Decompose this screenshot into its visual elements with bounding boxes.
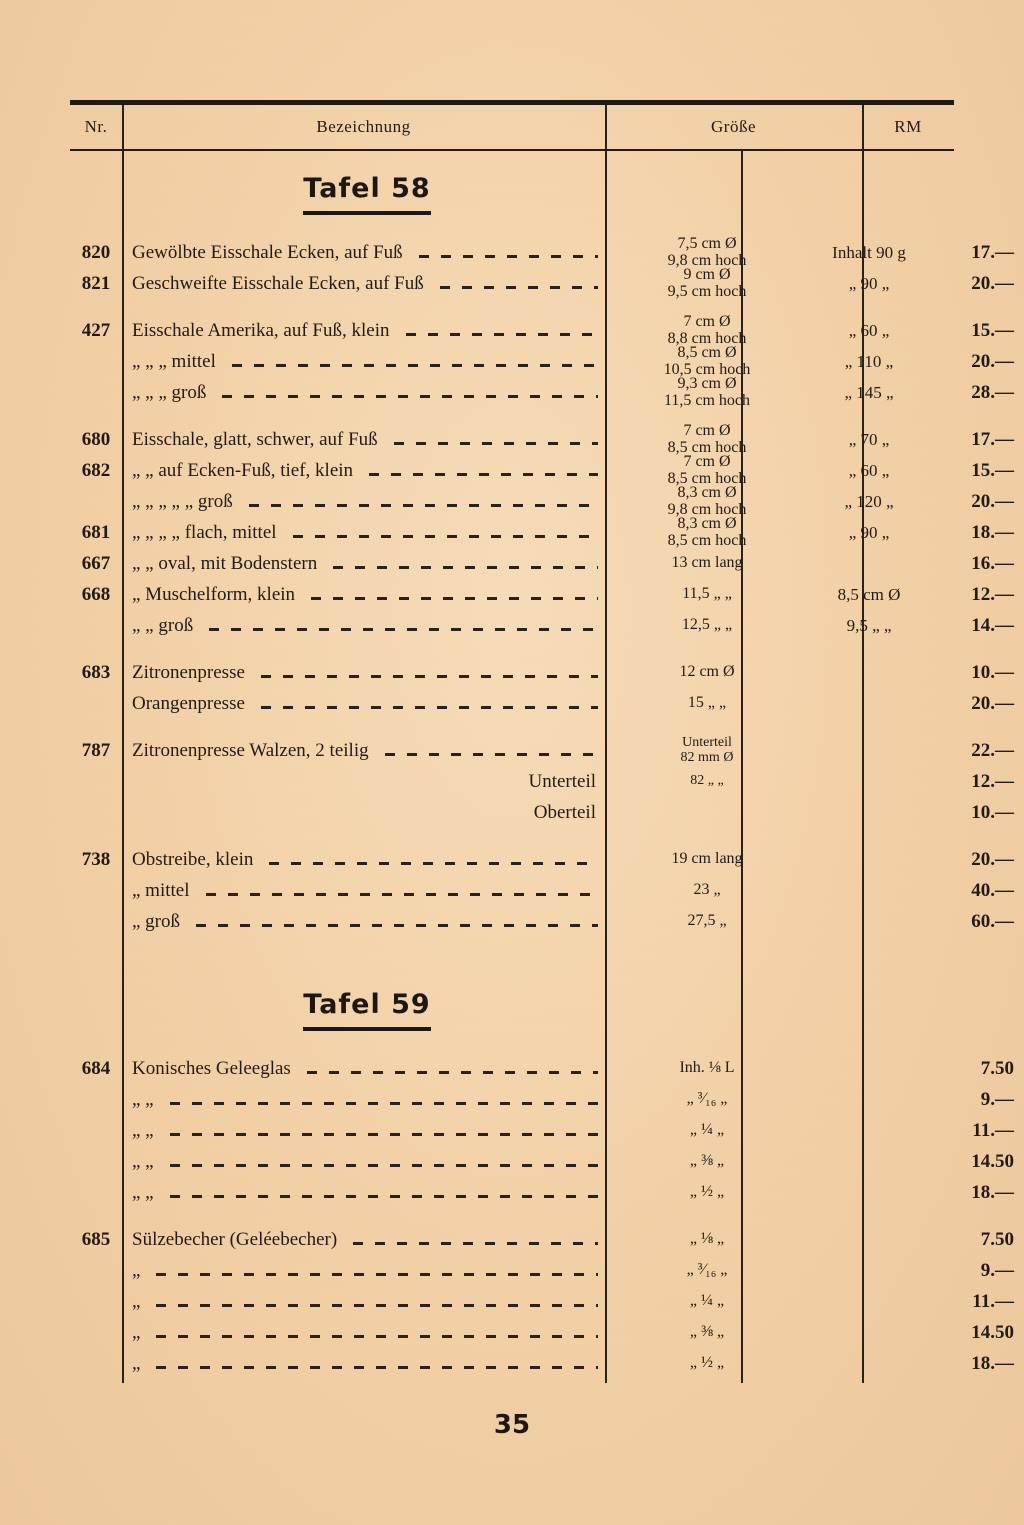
cell-bezeichnung — [132, 1317, 602, 1348]
cell-groesse-inhalt: „ 90 „ — [848, 273, 890, 293]
cell-rm-price: 16.— — [971, 552, 1014, 574]
cell-rm-price: 40.— — [971, 879, 1014, 901]
section-gap — [70, 937, 954, 967]
cell-bezeichnung — [132, 377, 602, 408]
cell-groesse — [611, 1177, 803, 1208]
bezeichnung-text: Eisschale, glatt, schwer, auf Fuß — [132, 428, 378, 450]
cell-rm-price: 14.— — [971, 614, 1014, 636]
groesse-line-1: „ ⅜ „ — [689, 1323, 725, 1341]
cell-groesse-inhalt: „ 90 „ — [848, 522, 890, 542]
cell-groesse — [611, 343, 803, 378]
cell-nr — [70, 1115, 122, 1146]
cell-rm-price: 28.— — [971, 381, 1014, 403]
cell-nr — [70, 688, 122, 719]
dot-leader — [263, 850, 598, 869]
cell-bezeichnung — [132, 517, 602, 548]
groesse-line-2: 9,8 cm hoch — [667, 500, 747, 518]
dot-leader — [255, 694, 598, 713]
cell-bezeichnung — [132, 1084, 602, 1115]
bezeichnung-text: „ „ „ mittel — [132, 350, 216, 372]
dot-leader — [150, 1354, 598, 1373]
cell-rm-price: 17.— — [971, 241, 1014, 263]
cell-bezeichnung — [132, 1224, 602, 1255]
groesse-line-1: 15 „ „ — [687, 694, 727, 712]
dot-leader — [301, 1059, 598, 1078]
table-row — [70, 1084, 1014, 1115]
cell-groesse — [611, 579, 803, 610]
cell-groesse — [611, 657, 803, 688]
cell-groesse-inhalt: 9,5 „ „ — [846, 615, 892, 635]
cell-groesse-inhalt: „ 60 „ — [848, 320, 890, 340]
table-row — [70, 688, 1014, 719]
table-row — [70, 483, 1014, 518]
cell-bezeichnung — [132, 315, 602, 346]
dot-leader — [200, 881, 598, 900]
cell-groesse-inhalt — [811, 906, 927, 937]
cell-groesse — [611, 483, 803, 518]
dot-leader — [255, 663, 598, 682]
cell-rm-price: 60.— — [971, 910, 1014, 932]
cell-groesse — [611, 234, 803, 269]
cell-groesse — [611, 1146, 803, 1177]
bezeichnung-text: Zitronenpresse Walzen, 2 teilig — [132, 739, 369, 761]
cell-groesse — [611, 1317, 803, 1348]
cell-groesse-inhalt — [811, 1255, 927, 1286]
table-row — [70, 1177, 1014, 1208]
bezeichnung-text: „ Muschelform, klein — [132, 583, 296, 605]
cell-bezeichnung — [132, 875, 602, 906]
cell-rm-price: 9.— — [980, 1088, 1014, 1110]
cell-groesse — [611, 844, 803, 875]
cell-groesse-inhalt — [811, 688, 927, 719]
table-row — [70, 1115, 1014, 1146]
cell-groesse-inhalt — [811, 1286, 927, 1317]
cell-groesse — [611, 906, 803, 937]
groesse-line-1: 8,5 cm Ø — [677, 343, 737, 361]
dot-leader — [150, 1261, 598, 1280]
cell-groesse-inhalt — [811, 1115, 927, 1146]
dot-leader — [226, 352, 598, 371]
dot-leader — [434, 274, 598, 293]
groesse-line-1: „ ¼ „ — [689, 1121, 725, 1139]
section-title: Tafel 58 — [303, 173, 430, 215]
cell-rm-price: 9.— — [980, 1259, 1014, 1281]
bezeichnung-text: „ „ — [132, 1119, 154, 1141]
page-number: 35 — [493, 1410, 531, 1440]
groesse-line-1: Inh. ⅛ L — [679, 1059, 735, 1077]
bezeichnung-text: Obstreibe, klein — [132, 848, 254, 870]
row-group-gap — [70, 719, 954, 735]
cell-nr — [70, 1177, 122, 1208]
table-row — [70, 875, 1014, 906]
groesse-line-1: „ ½ „ — [689, 1183, 725, 1201]
cell-groesse — [611, 1348, 803, 1379]
cell-rm-price: 18.— — [971, 521, 1014, 543]
groesse-line-2: 9,5 cm hoch — [667, 282, 747, 300]
cell-nr — [70, 346, 122, 377]
cell-nr — [70, 906, 122, 937]
table-row — [70, 374, 1014, 409]
dot-leader — [287, 523, 598, 542]
cell-groesse — [611, 875, 803, 906]
groesse-line-1: „ ¼ „ — [689, 1292, 725, 1310]
cell-groesse — [611, 421, 803, 456]
groesse-line-2: 82 mm Ø — [680, 749, 734, 765]
cell-bezeichnung — [132, 610, 602, 641]
column-header-nr: Nr. — [84, 117, 108, 136]
cell-nr: 668 — [81, 583, 111, 605]
groesse-line-2: 8,5 cm hoch — [667, 531, 747, 549]
table-row — [70, 797, 1014, 828]
column-header-bezeichnung: Bezeichnung — [316, 117, 411, 136]
cell-bezeichnung — [132, 579, 602, 610]
price-table — [70, 100, 1014, 1383]
dot-leader — [388, 430, 598, 449]
cell-rm-price: 20.— — [971, 272, 1014, 294]
cell-groesse — [611, 1286, 803, 1317]
cell-bezeichnung — [132, 735, 602, 766]
column-header-rm: RM — [894, 117, 922, 136]
cell-groesse-inhalt — [811, 1177, 927, 1208]
cell-rm-price: 11.— — [972, 1290, 1014, 1312]
cell-groesse-inhalt — [811, 1053, 927, 1084]
cell-bezeichnung — [132, 1115, 602, 1146]
bezeichnung-text: Orangenpresse — [132, 692, 245, 714]
cell-rm-price: 20.— — [971, 848, 1014, 870]
groesse-line-2: 11,5 cm hoch — [663, 391, 751, 409]
groesse-line-1: „ ⅛ „ — [689, 1230, 725, 1248]
cell-groesse — [611, 766, 803, 797]
cell-groesse-inhalt — [811, 1084, 927, 1115]
cell-groesse — [611, 374, 803, 409]
dot-leader — [400, 321, 599, 340]
cell-nr: 738 — [81, 848, 111, 870]
dot-leader — [363, 461, 598, 480]
bezeichnung-text: Konisches Geleeglas — [132, 1057, 291, 1079]
cell-bezeichnung — [132, 844, 602, 875]
groesse-line-1: 11,5 „ „ — [682, 585, 732, 603]
table-row — [70, 1224, 1014, 1255]
dot-leader — [150, 1323, 598, 1342]
cell-groesse — [611, 1084, 803, 1115]
cell-nr: 684 — [81, 1057, 111, 1079]
cell-groesse — [611, 1255, 803, 1286]
table-row — [70, 1255, 1014, 1286]
cell-groesse-inhalt — [811, 1224, 927, 1255]
table-row — [70, 1317, 1014, 1348]
table-row — [70, 579, 1014, 610]
bezeichnung-text: „ „ groß — [132, 614, 194, 636]
groesse-line-1: 8,3 cm Ø — [677, 514, 737, 532]
cell-nr — [70, 1084, 122, 1115]
groesse-line-1: 7 cm Ø — [683, 421, 731, 439]
cell-groesse — [611, 548, 803, 579]
cell-nr: 680 — [81, 428, 111, 450]
table-row — [70, 312, 1014, 347]
cell-groesse-inhalt — [811, 735, 927, 766]
cell-rm-price: 12.— — [971, 770, 1014, 792]
cell-nr — [70, 1286, 122, 1317]
cell-groesse — [611, 1115, 803, 1146]
dot-leader — [327, 554, 598, 573]
cell-rm-price: 17.— — [971, 428, 1014, 450]
cell-rm-price: 20.— — [971, 692, 1014, 714]
cell-rm-price: 10.— — [971, 661, 1014, 683]
bezeichnung-text: „ groß — [132, 910, 181, 932]
table-row — [70, 343, 1014, 378]
table-row — [70, 1286, 1014, 1317]
groesse-line-1: 23 „ — [693, 881, 721, 899]
dot-leader — [347, 1230, 598, 1249]
dot-leader — [190, 912, 598, 931]
bezeichnung-text: „ „ — [132, 1150, 154, 1172]
cell-groesse — [611, 1053, 803, 1084]
cell-groesse — [611, 312, 803, 347]
bezeichnung-text: Oberteil — [533, 801, 596, 823]
cell-bezeichnung — [132, 906, 602, 937]
row-group-gap — [70, 828, 954, 844]
bezeichnung-text: Eisschale Amerika, auf Fuß, klein — [132, 319, 390, 341]
cell-groesse-inhalt — [811, 1317, 927, 1348]
cell-groesse-inhalt: „ 110 „ — [844, 351, 894, 371]
cell-groesse — [611, 688, 803, 719]
cell-bezeichnung — [132, 548, 602, 579]
cell-groesse — [611, 265, 803, 300]
cell-bezeichnung — [132, 1286, 602, 1317]
cell-bezeichnung — [132, 688, 602, 719]
cell-nr: 667 — [81, 552, 111, 574]
dot-leader — [164, 1090, 598, 1109]
column-header-groesse: Größe — [711, 117, 756, 136]
bezeichnung-text: „ — [132, 1259, 141, 1281]
cell-nr — [70, 1146, 122, 1177]
cell-rm-price: 15.— — [971, 319, 1014, 341]
cell-nr — [70, 1348, 122, 1379]
dot-leader — [164, 1152, 598, 1171]
groesse-line-2: 8,5 cm hoch — [667, 438, 747, 456]
cell-nr: 787 — [81, 739, 111, 761]
table-header-row — [70, 105, 954, 149]
groesse-line-1: 7 cm Ø — [683, 312, 731, 330]
cell-groesse — [611, 514, 803, 549]
cell-rm-price: 15.— — [971, 459, 1014, 481]
cell-groesse-inhalt — [811, 766, 927, 797]
groesse-line-1: 7,5 cm Ø — [677, 234, 737, 252]
cell-nr — [70, 610, 122, 641]
section-heading — [70, 967, 954, 1053]
bezeichnung-text: „ „ auf Ecken-Fuß, tief, klein — [132, 459, 354, 481]
bezeichnung-text: „ „ „ groß — [132, 381, 207, 403]
groesse-line-2: 10,5 cm hoch — [663, 360, 751, 378]
table-row — [70, 906, 1014, 937]
section-title: Tafel 59 — [303, 989, 430, 1031]
dot-leader — [379, 741, 598, 760]
bezeichnung-text: „ — [132, 1352, 141, 1374]
cell-nr — [70, 1317, 122, 1348]
dot-leader — [216, 383, 598, 402]
table-row — [70, 766, 1014, 797]
bezeichnung-text: „ — [132, 1290, 141, 1312]
cell-rm-price: 14.50 — [971, 1150, 1014, 1172]
cell-bezeichnung — [132, 1177, 602, 1208]
dot-leader — [413, 243, 598, 262]
bezeichnung-text: „ „ „ „ „ groß — [132, 490, 233, 512]
row-group-gap — [70, 641, 954, 657]
groesse-line-1: 82 „ „ — [690, 773, 724, 789]
cell-groesse-inhalt: „ 145 „ — [844, 382, 894, 402]
groesse-line-1: „ ³⁄₁₆ „ — [686, 1090, 728, 1108]
cell-nr: 685 — [81, 1228, 111, 1250]
dot-leader — [243, 492, 598, 511]
groesse-line-1: 9 cm Ø — [683, 265, 731, 283]
table-row — [70, 1146, 1014, 1177]
cell-bezeichnung — [132, 1053, 602, 1084]
row-group-gap — [70, 1208, 954, 1224]
cell-rm-price: 12.— — [971, 583, 1014, 605]
table-row — [70, 610, 1014, 641]
dot-leader — [305, 585, 598, 604]
cell-nr — [70, 377, 122, 408]
cell-bezeichnung — [132, 797, 602, 828]
table-rows — [70, 151, 1014, 1379]
section-heading — [70, 151, 954, 237]
bezeichnung-text: „ „ oval, mit Bodenstern — [132, 552, 318, 574]
cell-nr: 683 — [81, 661, 111, 683]
cell-rm-price: 10.— — [971, 801, 1014, 823]
cell-rm-price: 20.— — [971, 490, 1014, 512]
cell-groesse-inhalt — [811, 797, 927, 828]
cell-groesse-inhalt — [811, 844, 927, 875]
cell-groesse-inhalt: „ 70 „ — [848, 429, 890, 449]
cell-nr — [70, 766, 122, 797]
cell-rm-price: 11.— — [972, 1119, 1014, 1141]
cell-groesse-inhalt: 8,5 cm Ø — [837, 584, 901, 604]
cell-groesse — [611, 1224, 803, 1255]
table-row — [70, 657, 1014, 688]
dot-leader — [164, 1183, 598, 1202]
table-row — [70, 1053, 1014, 1084]
cell-nr: 820 — [81, 241, 111, 263]
bezeichnung-text: Gewölbte Eisschale Ecken, auf Fuß — [132, 241, 403, 263]
table-row — [70, 734, 1014, 766]
cell-groesse-inhalt — [811, 548, 927, 579]
cell-groesse-inhalt — [811, 1348, 927, 1379]
cell-groesse-inhalt: „ 60 „ — [848, 460, 890, 480]
groesse-line-1: Unterteil — [682, 734, 732, 750]
groesse-line-1: „ ³⁄₁₆ „ — [686, 1261, 728, 1279]
dot-leader — [203, 616, 598, 635]
bezeichnung-text: Unterteil — [528, 770, 596, 792]
cell-nr — [70, 486, 122, 517]
groesse-line-1: 13 cm lang — [671, 554, 743, 572]
groesse-line-1: 8,3 cm Ø — [677, 483, 737, 501]
groesse-line-2: 8,5 cm hoch — [667, 469, 747, 487]
cell-groesse — [611, 610, 803, 641]
cell-groesse-inhalt: Inhalt 90 g — [832, 242, 906, 262]
bezeichnung-text: Geschweifte Eisschale Ecken, auf Fuß — [132, 272, 424, 294]
groesse-line-1: 19 cm lang — [671, 850, 743, 868]
cell-groesse — [611, 735, 803, 766]
bezeichnung-text: Sülzebecher (Geléebecher) — [132, 1228, 338, 1250]
table-row — [70, 234, 1014, 269]
cell-groesse — [611, 452, 803, 487]
cell-bezeichnung — [132, 486, 602, 517]
cell-bezeichnung — [132, 766, 602, 797]
groesse-line-1: „ ⅜ „ — [689, 1152, 725, 1170]
table-row — [70, 1348, 1014, 1379]
cell-nr — [70, 797, 122, 828]
cell-bezeichnung — [132, 657, 602, 688]
table-row — [70, 514, 1014, 549]
groesse-line-1: 7 cm Ø — [683, 452, 731, 470]
table-body — [70, 151, 1014, 1383]
cell-rm-price: 7.50 — [980, 1228, 1014, 1250]
cell-nr: 682 — [81, 459, 111, 481]
cell-rm-price: 18.— — [971, 1352, 1014, 1374]
cell-nr — [70, 1255, 122, 1286]
cell-rm-price: 7.50 — [980, 1057, 1014, 1079]
bezeichnung-text: Zitronenpresse — [132, 661, 245, 683]
bezeichnung-text: „ mittel — [132, 879, 190, 901]
cell-nr: 681 — [81, 521, 111, 543]
cell-rm-price: 18.— — [971, 1181, 1014, 1203]
cell-nr: 427 — [81, 319, 111, 341]
cell-bezeichnung — [132, 1255, 602, 1286]
bezeichnung-text: „ „ „ „ flach, mittel — [132, 521, 277, 543]
groesse-line-1: „ ½ „ — [689, 1354, 725, 1372]
groesse-line-2: 9,8 cm hoch — [667, 251, 747, 269]
cell-bezeichnung — [132, 237, 602, 268]
cell-bezeichnung — [132, 268, 602, 299]
cell-nr: 821 — [81, 272, 111, 294]
table-row — [70, 421, 1014, 456]
cell-bezeichnung — [132, 1146, 602, 1177]
cell-rm-price: 20.— — [971, 350, 1014, 372]
cell-rm-price: 22.— — [971, 739, 1014, 761]
groesse-line-1: 12 cm Ø — [679, 663, 735, 681]
row-group-gap — [70, 299, 954, 315]
groesse-line-1: 27,5 „ — [687, 912, 727, 930]
bezeichnung-text: „ „ — [132, 1181, 154, 1203]
cell-nr — [70, 875, 122, 906]
cell-rm-price: 14.50 — [971, 1321, 1014, 1343]
cell-bezeichnung — [132, 424, 602, 455]
cell-groesse-inhalt — [811, 657, 927, 688]
cell-bezeichnung — [132, 346, 602, 377]
bezeichnung-text: „ — [132, 1321, 141, 1343]
groesse-line-2: 8,8 cm hoch — [667, 329, 747, 347]
cell-bezeichnung — [132, 1348, 602, 1379]
groesse-line-1: 9,3 cm Ø — [677, 374, 737, 392]
cell-bezeichnung — [132, 455, 602, 486]
dot-leader — [150, 1292, 598, 1311]
row-group-gap — [70, 408, 954, 424]
table-row — [70, 265, 1014, 300]
cell-groesse-inhalt — [811, 875, 927, 906]
dot-leader — [164, 1121, 598, 1140]
cell-groesse — [611, 797, 803, 828]
table-row — [70, 844, 1014, 875]
cell-groesse-inhalt: „ 120 „ — [844, 491, 894, 511]
cell-groesse-inhalt — [811, 1146, 927, 1177]
bezeichnung-text: „ „ — [132, 1088, 154, 1110]
table-row — [70, 452, 1014, 487]
table-row — [70, 548, 1014, 579]
groesse-line-1: 12,5 „ „ — [681, 616, 733, 634]
